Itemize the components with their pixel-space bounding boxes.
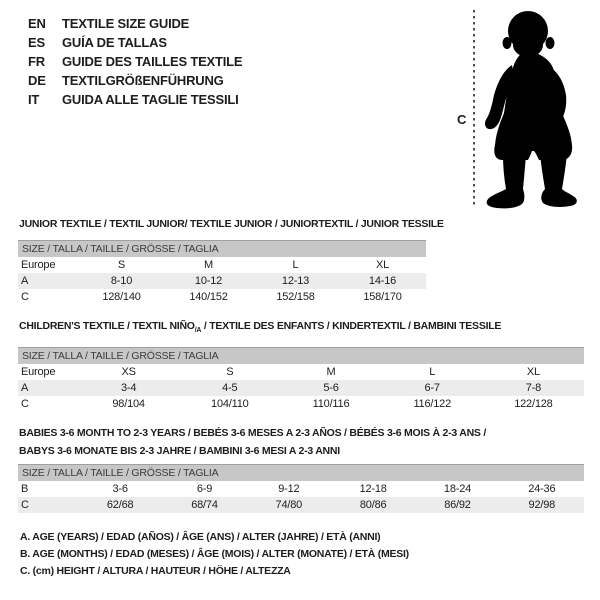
table-row	[18, 497, 584, 513]
value-cell: L	[429, 366, 436, 378]
value-cell: 18-24	[443, 483, 472, 495]
language-title: TEXTILGRÖßENFÜHRUNG	[62, 73, 224, 88]
value-cell: 80/86	[359, 499, 387, 511]
babies-size-table	[18, 464, 584, 513]
language-header-block	[28, 14, 242, 109]
babies-section-title	[19, 424, 486, 460]
height-measure-label: C	[457, 112, 467, 127]
value-cell: 110/116	[312, 398, 350, 410]
footnote-legend	[20, 529, 409, 580]
language-row	[28, 90, 242, 109]
value-cell: 152/158	[276, 291, 315, 303]
value-cell: 7-8	[525, 382, 542, 394]
value-cell: 12-13	[281, 275, 310, 287]
language-row	[28, 14, 242, 33]
value-cell: 24-36	[528, 483, 556, 495]
value-cell: 140/152	[189, 291, 228, 303]
language-row	[28, 33, 242, 52]
row-label-cell: Europe	[21, 259, 56, 271]
value-cell: 68/74	[191, 499, 218, 511]
language-code: ES	[28, 35, 45, 50]
language-code: DE	[28, 73, 46, 88]
value-cell: 9-12	[278, 483, 300, 495]
value-cell: 3-6	[112, 483, 128, 495]
size-header-bar: SIZE / TALLA / TAILLE / GRÖSSE / TAGLIA	[18, 347, 584, 364]
value-cell: 14-16	[368, 275, 397, 287]
value-cell: 86/92	[444, 499, 471, 511]
children-title-post: / TEXTILE DES ENFANTS / KINDERTEXTIL / BAMBINI TESSILE	[201, 320, 502, 332]
footnote-age-months: B. AGE (MONTHS) / EDAD (MESES) / ÂGE (MOIS) / ALTER (MONATE) / ETÀ (MESI)	[20, 548, 409, 560]
value-cell: S	[117, 259, 126, 271]
value-cell: 158/170	[363, 291, 402, 303]
value-cell: S	[226, 366, 234, 378]
value-cell: 6-7	[424, 382, 440, 394]
table-row	[18, 481, 584, 497]
table-row	[18, 364, 584, 380]
babies-title-line2: BABYS 3-6 MONATE BIS 2-3 JAHRE / BAMBINI 3-6 MESI A 2-3 ANNI	[19, 445, 340, 457]
value-cell: XL	[526, 366, 540, 378]
table-row	[18, 396, 584, 412]
language-code: FR	[28, 54, 45, 69]
footnote-height-cm: C. (cm) HEIGHT / ALTURA / HAUTEUR / HÖHE / ALTEZZA	[20, 565, 291, 577]
language-title: GUÍA DE TALLAS	[62, 35, 167, 50]
baby-silhouette-image	[440, 5, 600, 215]
value-cell: XS	[121, 366, 136, 378]
row-label-cell: A	[21, 275, 29, 287]
language-title: GUIDA ALLE TAGLIE TESSILI	[62, 92, 239, 107]
size-header-bar: SIZE / TALLA / TAILLE / GRÖSSE / TAGLIA	[18, 464, 584, 481]
children-section-title	[19, 317, 501, 340]
language-title: TEXTILE SIZE GUIDE	[62, 16, 190, 31]
table-row	[18, 257, 426, 273]
children-title-sub: /A	[194, 327, 202, 335]
children-title-pre: CHILDREN'S TEXTILE / TEXTIL NIÑO	[19, 320, 195, 332]
language-title: GUIDE DES TAILLES TEXTILE	[62, 54, 243, 69]
value-cell: 3-4	[120, 382, 137, 394]
value-cell: XL	[375, 259, 390, 271]
junior-size-table	[18, 240, 426, 305]
value-cell: 98/104	[112, 398, 145, 410]
language-code: IT	[28, 92, 40, 107]
value-cell: 62/68	[106, 499, 134, 511]
babies-title-line1: BABIES 3-6 MONTH TO 2-3 YEARS / BEBÉS 3-6 MESES A 2-3 AÑOS / BÉBÉS 3-6 MOIS À 2-3 ANS /	[19, 427, 487, 439]
table-row	[18, 289, 426, 305]
language-code: EN	[28, 16, 46, 31]
value-cell: 10-12	[194, 275, 223, 287]
value-cell: 4-5	[222, 382, 238, 394]
size-header-bar: SIZE / TALLA / TAILLE / GRÖSSE / TAGLIA	[18, 240, 426, 257]
language-row	[28, 52, 242, 71]
row-label-cell: C	[21, 499, 29, 511]
table-row	[18, 273, 426, 289]
baby-figure	[440, 5, 600, 215]
value-cell: L	[292, 259, 299, 271]
value-cell: M	[204, 259, 213, 271]
table-row	[18, 380, 584, 396]
value-cell: 92/98	[528, 499, 556, 511]
row-label-cell: C	[21, 291, 29, 303]
value-cell: M	[326, 366, 336, 378]
value-cell: 122/128	[514, 398, 553, 410]
children-size-table	[18, 347, 584, 412]
value-cell: 5-6	[323, 382, 339, 394]
value-cell: 12-18	[359, 483, 387, 495]
value-cell: 74/80	[275, 499, 303, 511]
row-label-cell: C	[21, 398, 29, 410]
footnote-age-years: A. AGE (YEARS) / EDAD (AÑOS) / ÂGE (ANS) / ALTER (JAHRE) / ETÀ (ANNI)	[20, 531, 381, 543]
row-label-cell: Europe	[21, 366, 56, 378]
value-cell: 6-9	[196, 483, 213, 495]
junior-section-title: JUNIOR TEXTILE / TEXTIL JUNIOR/ TEXTILE JUNIOR / JUNIORTEXTIL / JUNIOR TESSILE	[19, 218, 444, 230]
row-label-cell: A	[21, 382, 29, 394]
toddler-silhouette-icon	[485, 11, 577, 208]
row-label-cell: B	[21, 483, 29, 495]
value-cell: 128/140	[102, 291, 141, 303]
value-cell: 104/110	[211, 398, 249, 410]
value-cell: 116/122	[413, 398, 451, 410]
language-row	[28, 71, 242, 90]
value-cell: 8-10	[110, 275, 133, 287]
